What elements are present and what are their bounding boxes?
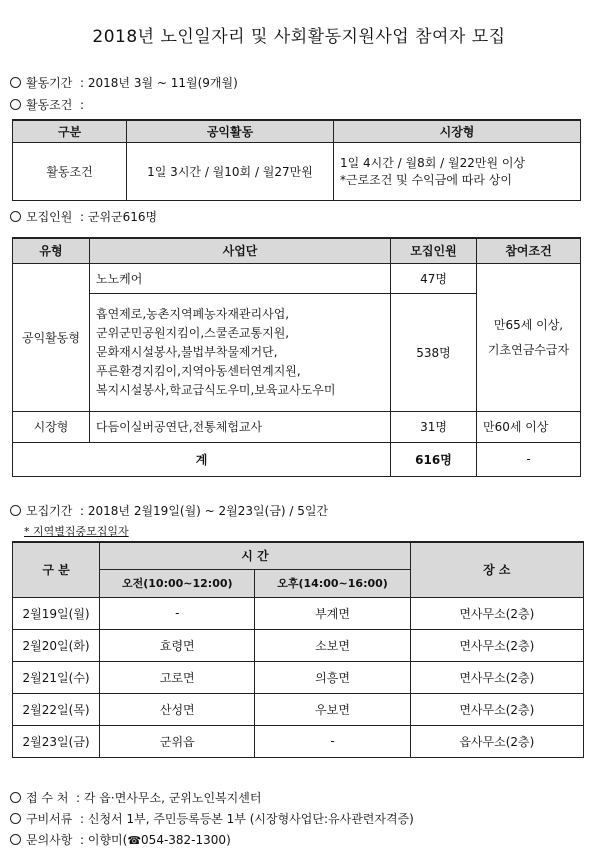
- page-title: 2018년 노인일자리 및 사회활동지원사업 참여자 모집: [92, 27, 506, 47]
- table1-header-market: 시장형: [334, 120, 581, 142]
- period-line: [10, 74, 238, 91]
- table3-header-pm: 오후(14:00~16:00): [255, 569, 410, 597]
- place-cell: 면사무소(2층): [410, 629, 583, 661]
- market-type-cell: 시장형: [13, 411, 90, 442]
- date-cell: 2월21일(수): [13, 661, 100, 693]
- contact-label: 문의사항: [26, 833, 73, 847]
- place-cell: 읍사무소(2층): [410, 725, 583, 757]
- circle-bullet-icon: [10, 505, 21, 516]
- project-line: 문화재시설봉사,불법부착물제거단,: [96, 344, 278, 359]
- table3-header-am: 오전(10:00~12:00): [100, 569, 255, 597]
- table-row: [13, 693, 584, 725]
- table-row: [13, 725, 584, 757]
- date-cell: 2월22일(목): [13, 693, 100, 725]
- am-cell: 고로면: [100, 661, 255, 693]
- count-cell-nonocare: 47명: [391, 263, 477, 293]
- activity-conditions-table: [12, 119, 581, 201]
- conditions-colon: :: [80, 98, 85, 112]
- pm-cell: 의흥면: [255, 661, 410, 693]
- market-project-cell: 다듬이실버공연단,전통체험교사: [90, 411, 391, 442]
- project-line: 복지시설봉사,학교급식도우미,보육교사도우미: [96, 382, 336, 397]
- table2-header-count: 모집인원: [391, 238, 477, 263]
- circle-bullet-icon: [10, 834, 21, 845]
- table-row: [13, 597, 584, 629]
- reception-label: 접 수 처: [26, 791, 69, 805]
- total-condition-cell: -: [477, 442, 581, 476]
- count-cell-multi: 538명: [391, 293, 477, 411]
- recruit-label: 모집인원: [26, 210, 73, 224]
- table1-market-cell: [334, 142, 581, 200]
- market-line-1: 1일 4시간 / 월8회 / 월22만원 이상: [340, 156, 526, 170]
- pm-cell: 소보면: [255, 629, 410, 661]
- public-condition-line-2: 기초연금수급자: [487, 343, 570, 357]
- table3-header-place: 장 소: [410, 542, 583, 597]
- contact-suffix: ): [226, 833, 231, 847]
- table1-header-division: 구분: [13, 120, 127, 142]
- phone-icon: ☎: [127, 834, 142, 847]
- project-line: 흡연제로,농촌지역폐농자재관리사업,: [96, 306, 290, 321]
- table1-header-public: 공익활동: [127, 120, 334, 142]
- recruit-period-line: [10, 502, 328, 519]
- circle-bullet-icon: [10, 77, 21, 88]
- date-cell: 2월23일(금): [13, 725, 100, 757]
- reception-value: : 각 읍·면사무소, 군위노인복지센터: [76, 791, 262, 805]
- reception-line: [10, 789, 261, 806]
- pm-cell: 부계면: [255, 597, 410, 629]
- market-count-cell: 31명: [391, 411, 477, 442]
- market-condition-cell: 만60세 이상: [477, 411, 581, 442]
- documents-line: [10, 810, 414, 827]
- total-count-cell: 616명: [391, 442, 477, 476]
- conditions-line: [10, 96, 84, 113]
- recruit-period-value: : 2018년 2월19일(월) ~ 2월23일(금) / 5일간: [80, 504, 329, 518]
- place-cell: 면사무소(2층): [410, 597, 583, 629]
- public-condition-cell: [477, 263, 581, 411]
- am-cell: -: [100, 597, 255, 629]
- recruit-line: [10, 208, 157, 225]
- project-cell-nonocare: 노노케어: [90, 263, 391, 293]
- public-condition-line-1: 만65세 이상,: [493, 318, 564, 332]
- circle-bullet-icon: [10, 211, 21, 222]
- public-type-cell: 공익활동형: [13, 263, 90, 411]
- circle-bullet-icon: [10, 792, 21, 803]
- contact-prefix: : 이향미(: [80, 833, 128, 847]
- period-label: 활동기간: [26, 76, 73, 90]
- period-value: : 2018년 3월 ~ 11월(9개월): [80, 76, 238, 90]
- am-cell: 군위읍: [100, 725, 255, 757]
- pm-cell: -: [255, 725, 410, 757]
- recruit-period-label: 모집기간: [26, 504, 73, 518]
- date-cell: 2월20일(화): [13, 629, 100, 661]
- pm-cell: 우보면: [255, 693, 410, 725]
- recruitment-table: [12, 237, 581, 477]
- total-label-cell: 계: [13, 442, 391, 476]
- documents-label: 구비서류: [26, 812, 73, 826]
- table2-header-condition: 참여조건: [477, 238, 581, 263]
- circle-bullet-icon: [10, 813, 21, 824]
- circle-bullet-icon: [10, 99, 21, 110]
- conditions-label: 활동조건: [26, 98, 73, 112]
- table1-public-cell: 1일 3시간 / 월10회 / 월27만원: [127, 142, 334, 200]
- regional-note: * 지역별집중모집일자: [24, 525, 129, 538]
- place-cell: 면사무소(2층): [410, 661, 583, 693]
- am-cell: 산성면: [100, 693, 255, 725]
- market-line-2: *근로조건 및 수익금에 따라 상이: [340, 173, 512, 187]
- documents-value: : 신청서 1부, 주민등록등본 1부 (시장형사업단:유사관련자격증): [80, 812, 414, 826]
- table-row: [13, 629, 584, 661]
- table1-row-label: 활동조건: [13, 142, 127, 200]
- contact-line: [10, 831, 231, 848]
- table3-header-division: 구 분: [13, 542, 100, 597]
- contact-phone: 054-382-1300: [141, 833, 227, 847]
- place-cell: 면사무소(2층): [410, 693, 583, 725]
- table-row: [13, 661, 584, 693]
- project-cell-multi: [90, 293, 391, 411]
- table3-header-time: 시 간: [100, 542, 411, 569]
- schedule-table: [12, 541, 584, 758]
- project-line: 군위군민공원지킴이,스쿨존교통지원,: [96, 325, 290, 340]
- recruit-value: : 군위군616명: [80, 210, 158, 224]
- am-cell: 효령면: [100, 629, 255, 661]
- table2-header-project: 사업단: [90, 238, 391, 263]
- table2-header-type: 유형: [13, 238, 90, 263]
- date-cell: 2월19일(월): [13, 597, 100, 629]
- project-line: 푸른환경지킴이,지역아동센터연계지원,: [96, 363, 301, 378]
